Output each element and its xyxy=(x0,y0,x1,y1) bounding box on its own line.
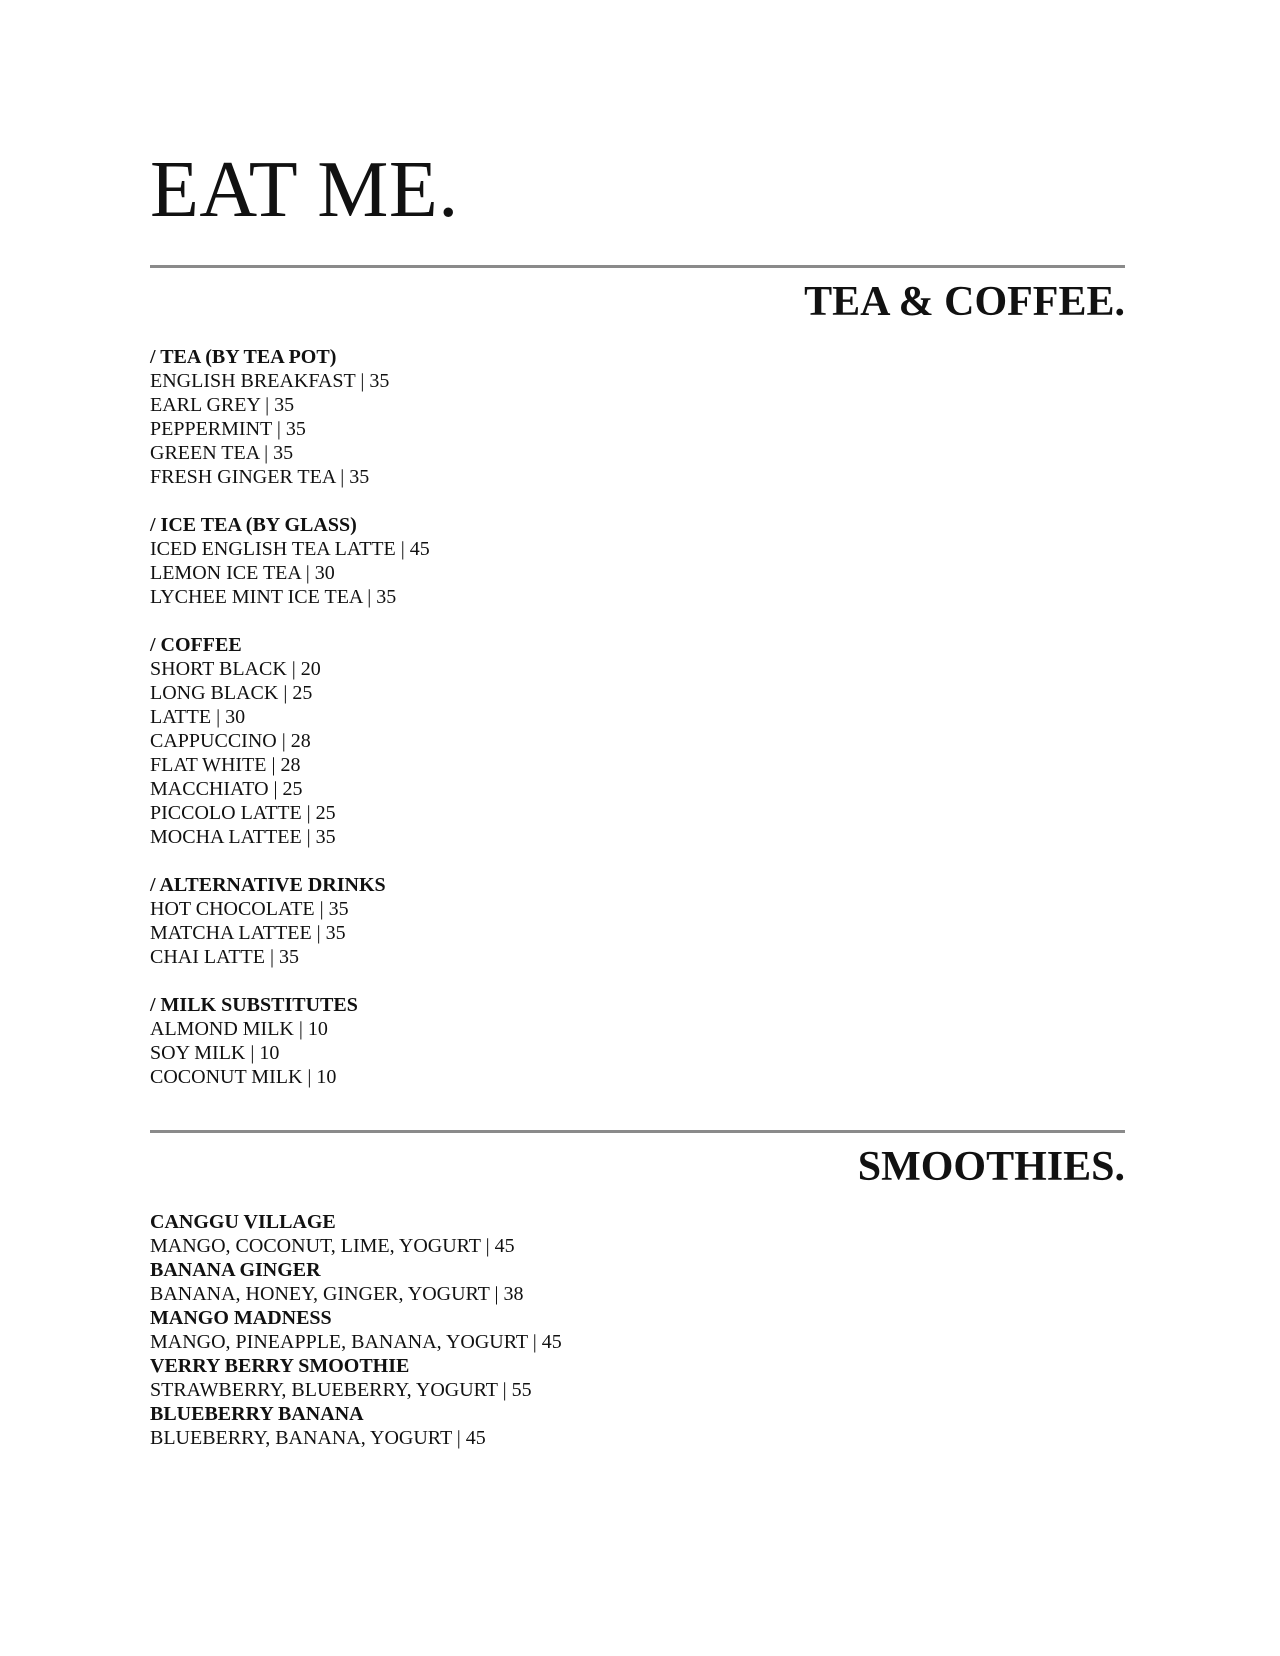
menu-item: ICED ENGLISH TEA LATTE | 45 xyxy=(150,538,430,560)
menu-group-milk-substitutes xyxy=(150,993,850,1089)
menu-item: PEPPERMINT | 35 xyxy=(150,418,306,440)
group-title: / ICE TEA (BY GLASS) xyxy=(150,514,357,536)
section-heading-tea-coffee: TEA & COFFEE. xyxy=(804,279,1125,325)
smoothie-name: BANANA GINGER xyxy=(150,1259,321,1281)
menu-item: FLAT WHITE | 28 xyxy=(150,754,301,776)
smoothie-name: BLUEBERRY BANANA xyxy=(150,1403,364,1425)
menu-item: MATCHA LATTEE | 35 xyxy=(150,922,346,944)
menu-item: ALMOND MILK | 10 xyxy=(150,1018,328,1040)
menu-group-ice-tea xyxy=(150,513,850,609)
menu-item: EARL GREY | 35 xyxy=(150,394,295,416)
menu-item: MOCHA LATTEE | 35 xyxy=(150,826,336,848)
smoothie-description: MANGO, COCONUT, LIME, YOGURT | 45 xyxy=(150,1235,515,1257)
brand-title: EAT ME. xyxy=(150,146,459,234)
menu-item: SHORT BLACK | 20 xyxy=(150,658,321,680)
section-divider-smoothies xyxy=(150,1130,1125,1133)
menu-item: LONG BLACK | 25 xyxy=(150,682,313,704)
smoothie-name: CANGGU VILLAGE xyxy=(150,1211,336,1233)
menu-group-coffee xyxy=(150,633,850,849)
menu-item: COCONUT MILK | 10 xyxy=(150,1066,337,1088)
menu-item: FRESH GINGER TEA | 35 xyxy=(150,466,370,488)
tea-coffee-menu xyxy=(150,345,850,1113)
smoothie-name: MANGO MADNESS xyxy=(150,1307,332,1329)
smoothie-description: MANGO, PINEAPPLE, BANANA, YOGURT | 45 xyxy=(150,1331,562,1353)
section-divider-tea-coffee xyxy=(150,265,1125,268)
menu-item: CAPPUCCINO | 28 xyxy=(150,730,311,752)
group-title: / MILK SUBSTITUTES xyxy=(150,994,358,1016)
menu-item: HOT CHOCOLATE | 35 xyxy=(150,898,349,920)
group-title: / COFFEE xyxy=(150,634,242,656)
section-heading-smoothies: SMOOTHIES. xyxy=(857,1144,1125,1190)
smoothie-name: VERRY BERRY SMOOTHIE xyxy=(150,1355,410,1377)
menu-item: LATTE | 30 xyxy=(150,706,246,728)
menu-item: MACCHIATO | 25 xyxy=(150,778,303,800)
menu-item: LYCHEE MINT ICE TEA | 35 xyxy=(150,586,397,608)
menu-group-alternative-drinks xyxy=(150,873,850,969)
smoothie-description: BANANA, HONEY, GINGER, YOGURT | 38 xyxy=(150,1283,524,1305)
smoothie-description: STRAWBERRY, BLUEBERRY, YOGURT | 55 xyxy=(150,1379,532,1401)
menu-item: ENGLISH BREAKFAST | 35 xyxy=(150,370,390,392)
menu-item: LEMON ICE TEA | 30 xyxy=(150,562,335,584)
menu-item: CHAI LATTE | 35 xyxy=(150,946,299,968)
menu-item: SOY MILK | 10 xyxy=(150,1042,280,1064)
smoothies-menu xyxy=(150,1210,850,1450)
smoothie-description: BLUEBERRY, BANANA, YOGURT | 45 xyxy=(150,1427,486,1449)
menu-item: GREEN TEA | 35 xyxy=(150,442,294,464)
group-title: / TEA (BY TEA POT) xyxy=(150,346,337,368)
menu-item: PICCOLO LATTE | 25 xyxy=(150,802,336,824)
menu-group-tea-by-pot xyxy=(150,345,850,489)
group-title: / ALTERNATIVE DRINKS xyxy=(150,874,386,896)
